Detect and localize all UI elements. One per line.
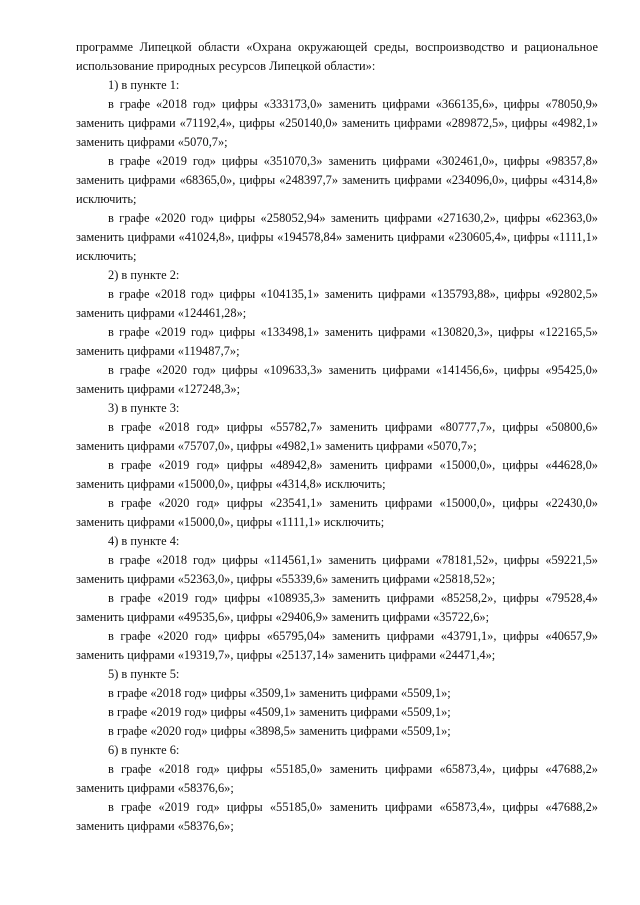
amendment-paragraph: в графе «2020 год» цифры «65795,04» заменить цифрами «43791,1», цифры «40657,9» заменить цифрами «19319,7», цифры «25137,14» заменить цифрами «24471,4»;	[76, 629, 598, 662]
amendment-paragraph: в графе «2020 год» цифры «258052,94» заменить цифрами «271630,2», цифры «62363,0» заменить цифрами «41024,8», цифры «194578,84» заменить цифрами «230605,4», цифры «1111,1» исключить;	[76, 211, 598, 263]
amendment-paragraph: в графе «2019 год» цифры «133498,1» заменить цифрами «130820,3», цифры «122165,5» заменить цифрами «119487,7»;	[76, 325, 598, 358]
amendment-paragraph: в графе «2019 год» цифры «4509,1» заменить цифрами «5509,1»;	[108, 705, 451, 719]
section-heading: 4) в пункте 4:	[108, 534, 180, 548]
section-heading: 2) в пункте 2:	[108, 268, 180, 282]
amendment-paragraph: в графе «2020 год» цифры «23541,1» заменить цифрами «15000,0», цифры «22430,0» заменить цифрами «15000,0», цифры «1111,1» исключить;	[76, 496, 598, 529]
amendment-paragraph: в графе «2018 год» цифры «114561,1» заменить цифрами «78181,52», цифры «59221,5» заменить цифрами «52363,0», цифры «55339,6» заменить цифрами «25818,52»;	[76, 553, 598, 586]
amendment-paragraph: в графе «2018 год» цифры «55185,0» заменить цифрами «65873,4», цифры «47688,2» заменить цифрами «58376,6»;	[76, 762, 598, 795]
amendment-paragraph: в графе «2018 год» цифры «3509,1» заменить цифрами «5509,1»;	[108, 686, 451, 700]
amendment-paragraph: в графе «2020 год» цифры «3898,5» заменить цифрами «5509,1»;	[108, 724, 451, 738]
section-heading: 3) в пункте 3:	[108, 401, 180, 415]
amendment-paragraph: в графе «2018 год» цифры «104135,1» заменить цифрами «135793,88», цифры «92802,5» заменить цифрами «124461,28»;	[76, 287, 598, 320]
amendment-paragraph: в графе «2018 год» цифры «55782,7» заменить цифрами «80777,7», цифры «50800,6» заменить цифрами «75707,0», цифры «4982,1» заменить цифрами «5070,7»;	[76, 420, 598, 453]
amendment-paragraph: в графе «2018 год» цифры «333173,0» заменить цифрами «366135,6», цифры «78050,9» заменить цифрами «71192,4», цифры «250140,0» заменить цифрами «289872,5», цифры «4982,1» заменить цифрами «5070,7»;	[76, 97, 598, 149]
section-heading: 1) в пункте 1:	[108, 78, 180, 92]
amendment-paragraph: в графе «2019 год» цифры «108935,3» заменить цифрами «85258,2», цифры «79528,4» заменить цифрами «49535,6», цифры «29406,9» заменить цифрами «35722,6»;	[76, 591, 598, 624]
amendment-paragraph: в графе «2019 год» цифры «351070,3» заменить цифрами «302461,0», цифры «98357,8» заменить цифрами «68365,0», цифры «248397,7» заменить цифрами «234096,0», цифры «4314,8» исключить;	[76, 154, 598, 206]
document-page	[76, 38, 598, 836]
amendment-paragraph: в графе «2020 год» цифры «109633,3» заменить цифрами «141456,6», цифры «95425,0» заменить цифрами «127248,3»;	[76, 363, 598, 396]
amendment-paragraph: в графе «2019 год» цифры «48942,8» заменить цифрами «15000,0», цифры «44628,0» заменить цифрами «15000,0», цифры «4314,8» исключить;	[76, 458, 598, 491]
section-heading: 5) в пункте 5:	[108, 667, 180, 681]
section-heading: 6) в пункте 6:	[108, 743, 180, 757]
amendment-list	[76, 76, 598, 836]
intro-paragraph: программе Липецкой области «Охрана окружающей среды, воспроизводство и рациональное использование природных ресурсов Липецкой области»:	[76, 40, 598, 73]
amendment-paragraph: в графе «2019 год» цифры «55185,0» заменить цифрами «65873,4», цифры «47688,2» заменить цифрами «58376,6»;	[76, 800, 598, 833]
